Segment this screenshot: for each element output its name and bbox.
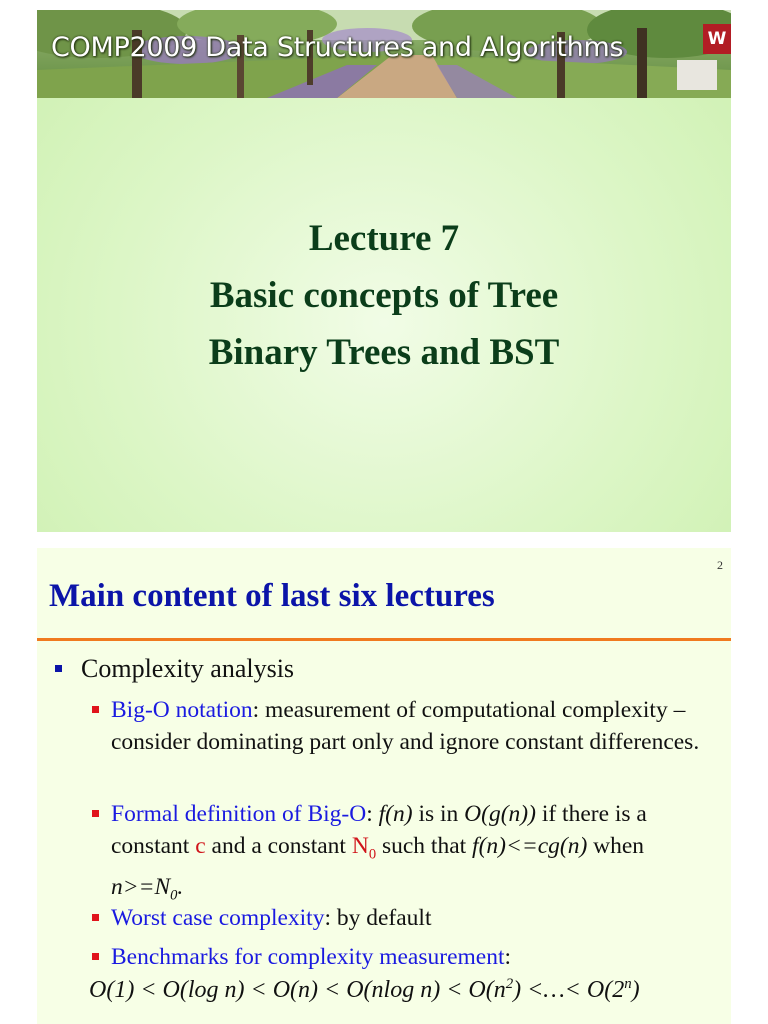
square-bullet-icon <box>92 914 99 921</box>
text-segment: when <box>587 833 645 859</box>
cond-subscript: 0 <box>170 887 178 904</box>
square-bullet-icon <box>92 953 99 960</box>
bullet-text: Complexity analysis <box>81 654 295 683</box>
text-segment: if there is a constant <box>111 801 647 859</box>
text-segment: is in <box>412 801 465 827</box>
constant-c: c <box>195 833 206 859</box>
formula-superscript: 2 <box>505 976 514 992</box>
worst-case-description: : by default <box>324 905 432 931</box>
bullet-benchmarks <box>111 941 721 973</box>
university-logo: W <box>703 24 731 54</box>
campus-photo-banner <box>37 10 731 98</box>
bullet-big-o-notation <box>111 694 721 758</box>
content-slide <box>37 548 731 1024</box>
formula-part: ) <box>631 977 640 1003</box>
term-formal-definition: Formal definition of Big-O <box>111 801 367 827</box>
course-banner-title: COMP2009 Data Structures and Algorithms <box>51 32 624 63</box>
square-bullet-icon <box>92 810 99 817</box>
n0-subscript: 0 <box>368 846 377 863</box>
title-line-lecture: Lecture 7 <box>308 218 460 259</box>
complexity-ordering-formula <box>89 976 640 1004</box>
expr-inequality: f(n)<=cg(n) <box>472 833 588 859</box>
title-slide <box>37 10 731 532</box>
formula-superscript: n <box>624 976 632 992</box>
title-line-bst: Binary Trees and BST <box>208 332 560 373</box>
benchmarks-colon: : <box>504 944 512 970</box>
text-segment: such that <box>376 833 473 859</box>
slide-number: 2 <box>717 558 723 572</box>
text-segment: : <box>366 801 379 827</box>
text-segment: and a constant <box>205 833 352 859</box>
slide-heading: Main content of last six lectures <box>49 578 495 614</box>
term-big-o: Big-O notation <box>111 697 253 723</box>
expr-ogn: O(g(n)) <box>464 801 536 827</box>
heading-divider <box>37 638 731 641</box>
bullet-worst-case <box>111 902 721 934</box>
title-line-tree: Basic concepts of Tree <box>209 275 559 316</box>
cond-end: . <box>177 873 184 900</box>
formula-part: ) <…< O(2 <box>513 977 625 1003</box>
formula-part: O(1) < O(log n) < O(n) < O(nlog n) < O(n <box>89 977 506 1003</box>
lecture-title <box>37 210 731 381</box>
constant-n0 <box>351 833 377 863</box>
term-worst-case: Worst case complexity <box>111 905 325 931</box>
square-bullet-icon <box>92 706 99 713</box>
bigo-description: : measurement of computational complexity – consider dominating part only and ignore constant differences. <box>111 697 700 755</box>
n0-base: N <box>351 833 369 859</box>
square-bullet-icon <box>55 665 62 672</box>
bullet-complexity-analysis <box>81 654 294 684</box>
cond-base: n>=N <box>111 873 171 900</box>
expr-condition <box>111 873 184 904</box>
expr-fn: f(n) <box>378 801 413 827</box>
term-benchmarks: Benchmarks for complexity measurement <box>111 944 505 970</box>
bullet-formal-definition <box>111 798 721 911</box>
